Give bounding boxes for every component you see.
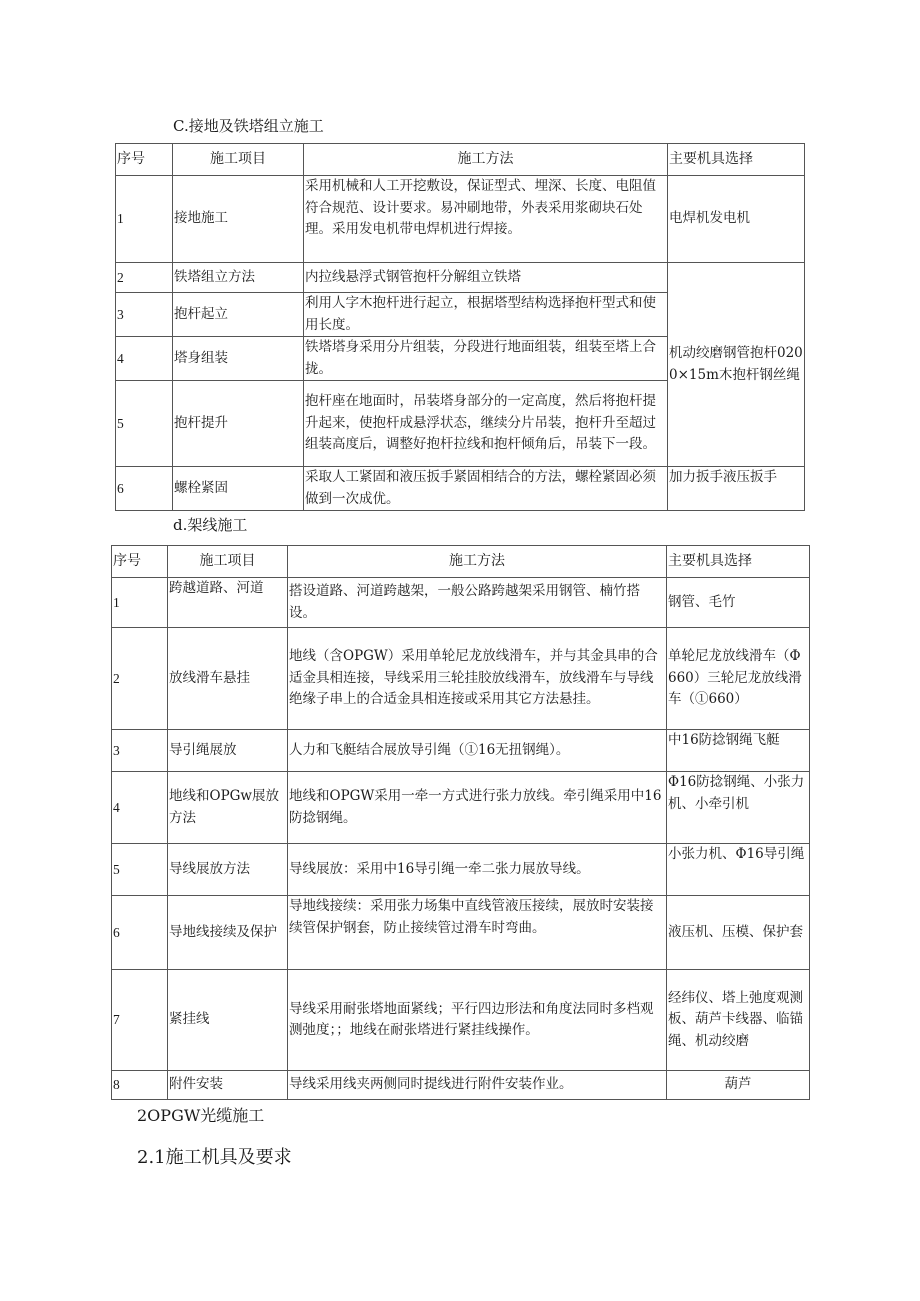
row-item: 导线展放方法 xyxy=(168,844,288,896)
row-no: 1 xyxy=(116,176,173,263)
row-item: 导引绳展放 xyxy=(168,730,288,772)
table-row xyxy=(112,628,810,730)
row-tools: 钢管、毛竹 xyxy=(667,578,810,628)
row-item: 抱杆起立 xyxy=(173,293,304,337)
row-no: 7 xyxy=(112,970,168,1071)
row-method: 内拉线悬浮式钢管抱杆分解组立铁塔 xyxy=(304,263,668,293)
row-method: 人力和飞艇结合展放导引绳（①16无扭钢绳）。 xyxy=(288,730,667,772)
row-tools: 中16防捻钢绳飞艇 xyxy=(667,730,810,772)
table-row xyxy=(112,896,810,970)
row-tools: 液压机、压模、保护套 xyxy=(667,896,810,970)
table-row xyxy=(112,970,810,1071)
header-tools: 主要机具选择 xyxy=(667,546,810,578)
header-method: 施工方法 xyxy=(304,144,668,176)
table-row xyxy=(116,176,805,263)
row-item: 导地线接续及保护 xyxy=(168,896,288,970)
table-row xyxy=(116,467,805,511)
table-row xyxy=(112,1071,810,1100)
stringing-table xyxy=(111,545,810,1100)
row-tools: 电焊机发电机 xyxy=(668,176,805,263)
row-method: 采取人工紧固和液压扳手紧固相结合的方法，螺栓紧固必须做到一次成优。 xyxy=(304,467,668,511)
row-tools: 经纬仪、塔上弛度观测板、葫芦卡线器、临锚绳、机动绞磨 xyxy=(667,970,810,1071)
row-tools: 小张力机、Φ16导引绳 xyxy=(667,844,810,896)
header-item: 施工项目 xyxy=(173,144,304,176)
row-method: 铁塔塔身采用分片组装，分段进行地面组装，组装至塔上合拢。 xyxy=(304,337,668,381)
header-item: 施工项目 xyxy=(168,546,288,578)
row-item: 附件安装 xyxy=(168,1071,288,1100)
row-no: 4 xyxy=(116,337,173,381)
section-2-1-title: 2.1施工机具及要求 xyxy=(137,1147,292,1168)
row-no: 3 xyxy=(112,730,168,772)
grounding-tower-table xyxy=(115,143,805,511)
row-tools: 单轮尼龙放线滑车（Φ660）三轮尼龙放线滑车（①660） xyxy=(667,628,810,730)
table-row xyxy=(112,772,810,844)
row-item: 螺栓紧固 xyxy=(173,467,304,511)
row-item: 抱杆提升 xyxy=(173,381,304,467)
header-no: 序号 xyxy=(116,144,173,176)
section-c-title: C.接地及铁塔组立施工 xyxy=(173,117,324,135)
row-method: 搭设道路、河道跨越架，一般公路跨越架采用钢管、楠竹搭设。 xyxy=(288,578,667,628)
row-item: 放线滑车悬挂 xyxy=(168,628,288,730)
row-no: 2 xyxy=(116,263,173,293)
row-method: 利用人字木抱杆进行起立，根据塔型结构选择抱杆型式和使用长度。 xyxy=(304,293,668,337)
row-method: 导地线接续：采用张力场集中直线管液压接续，展放时安装接续管保护钢套，防止接续管过滑车时弯曲。 xyxy=(288,896,667,970)
row-item: 紧挂线 xyxy=(168,970,288,1071)
row-no: 6 xyxy=(112,896,168,970)
table-row xyxy=(112,844,810,896)
section-2-title: 2OPGW光缆施工 xyxy=(137,1106,265,1125)
row-tools: Φ16防捻钢绳、小张力机、小牵引机 xyxy=(667,772,810,844)
row-method: 导线展放：采用中16导引绳一牵二张力展放导线。 xyxy=(288,844,667,896)
row-method: 抱杆座在地面时，吊装塔身部分的一定高度，然后将抱杆提升起来，使抱杆成悬浮状态，继续分片吊装，抱杆升至超过组装高度后，调整好抱杆拉线和抱杆倾角后，吊装下一段。 xyxy=(304,381,668,467)
table-header-row xyxy=(112,546,810,578)
row-item: 铁塔组立方法 xyxy=(173,263,304,293)
row-item: 接地施工 xyxy=(173,176,304,263)
header-method: 施工方法 xyxy=(288,546,667,578)
row-no: 2 xyxy=(112,628,168,730)
row-no: 6 xyxy=(116,467,173,511)
row-method: 导线采用线夹两侧同时提线进行附件安装作业。 xyxy=(288,1071,667,1100)
row-tools: 加力扳手液压扳手 xyxy=(668,467,805,511)
row-no: 4 xyxy=(112,772,168,844)
row-method: 地线（含OPGW）采用单轮尼龙放线滑车，并与其金具串的合适金具相连接，导线采用三轮挂胶放线滑车，放线滑车与导线绝缘子串上的合适金具相连接或采用其它方法悬挂。 xyxy=(288,628,667,730)
row-no: 8 xyxy=(112,1071,168,1100)
row-no: 1 xyxy=(112,578,168,628)
row-tools: 机动绞磨钢管抱杆0200×15m木抱杆钢丝绳 xyxy=(668,263,805,467)
row-method: 导线采用耐张塔地面紧线；平行四边形法和角度法同时多档观测弛度；；地线在耐张塔进行紧挂线操作。 xyxy=(288,970,667,1071)
row-no: 5 xyxy=(116,381,173,467)
row-tools: 葫芦 xyxy=(667,1071,810,1100)
row-method: 采用机械和人工开挖敷设，保证型式、埋深、长度、电阻值符合规范、设计要求。易冲刷地带，外表采用浆砌块石处理。采用发电机带电焊机进行焊接。 xyxy=(304,176,668,263)
row-item: 跨越道路、河道 xyxy=(168,578,288,628)
table-row xyxy=(116,263,805,293)
table-row xyxy=(112,578,810,628)
header-no: 序号 xyxy=(112,546,168,578)
row-method: 地线和OPGW采用一牵一方式进行张力放线。牵引绳采用中16防捻钢绳。 xyxy=(288,772,667,844)
row-no: 3 xyxy=(116,293,173,337)
header-tools: 主要机具选择 xyxy=(668,144,805,176)
table-header-row xyxy=(116,144,805,176)
row-item: 塔身组装 xyxy=(173,337,304,381)
table-row xyxy=(112,730,810,772)
row-item: 地线和OPGw展放方法 xyxy=(168,772,288,844)
section-d-title: d.架线施工 xyxy=(173,516,248,534)
row-no: 5 xyxy=(112,844,168,896)
